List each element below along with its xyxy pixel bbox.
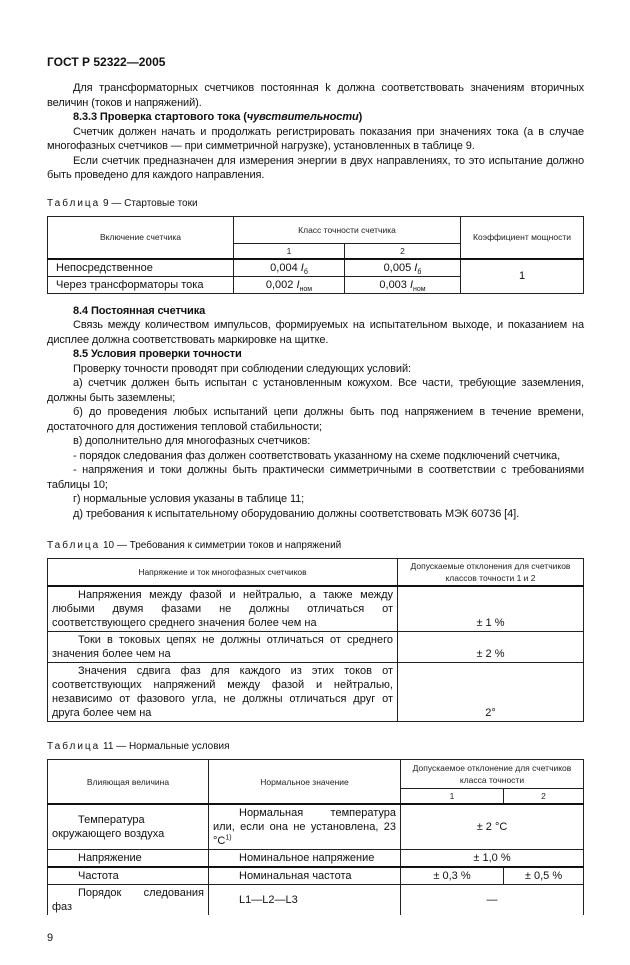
table-cell: Номинальное напряжение (209, 850, 401, 868)
header-cell: 1 (234, 243, 345, 259)
table-cell: ± 2 °C (401, 804, 584, 850)
table-cell: Температура окружающего воздуха (48, 804, 209, 850)
list-item: - напряжения и токи должны быть практически симметричными в соответствии с требованиями таблицы 10; (47, 464, 584, 491)
table-10 (47, 558, 584, 722)
section-heading: 8.5 Условия проверки точности (73, 348, 242, 360)
table-cell: Номинальная частота (209, 867, 401, 885)
list-item: а) счетчик должен быть испытан с установленным кожухом. Все части, требующие заземления, должны быть заземлены; (47, 377, 584, 404)
section-heading: 8.4 Постоянная счетчика (73, 304, 206, 317)
table-cell: Непосредственное (48, 259, 234, 277)
header-cell: 2 (504, 789, 584, 805)
table-cell: Значения сдвига фаз для каждого из этих токов от соответствующих напряжений между фазой и нейтралью, независимо от фазового угла, не должны отличаться друг от друга более чем на (48, 663, 398, 722)
table-11 (47, 759, 584, 915)
paragraph: Связь между количеством импульсов, формируемых на испытательном выходе, и показанием на дисплее должна соответствовать маркировке на щитке. (47, 319, 584, 346)
heading-italic: чувствительности (246, 111, 359, 123)
table-cell: 0,002 $I_{ном}$ (234, 276, 345, 293)
intro-paragraph: Для трансформаторных счетчиков постоянная k должна соответствовать значениям вторичных величин (токов и напряжений). (47, 82, 584, 109)
header-cell: Нормальное значение (209, 760, 401, 805)
table-10-caption (47, 539, 584, 552)
table-cell: 2° (398, 663, 584, 722)
table-cell: 0,005 $I_б$ (345, 259, 461, 277)
list-item: - порядок следования фаз должен соответствовать указанному на схеме подключений счетчика, (73, 449, 561, 462)
table-cell: ± 1,0 % (401, 850, 584, 868)
table-cell: — (401, 885, 584, 916)
paragraph: Счетчик должен начать и продолжать регистрировать показания при значениях тока (а в случае многофазных счетчиков — при симметричной нагрузке), установленных в таблице 9. (47, 125, 584, 152)
table-cell: ± 0,5 % (504, 867, 584, 885)
table-cell: L1—L2—L3 (209, 885, 401, 916)
table-cell: Частота (48, 867, 209, 885)
paragraph: Если счетчик предназначен для измерения энергии в двух направлениях, то это испытание должно быть проведено для каждого направления. (47, 154, 584, 181)
list-item: г) нормальные условия указаны в таблице 11; (73, 493, 305, 505)
header-cell: 2 (345, 243, 461, 259)
table-cell: Порядок следования фаз (48, 885, 209, 916)
sections-8-4-8-5 (47, 304, 584, 522)
table-11-caption (47, 740, 584, 753)
table-cell: Напряжение (48, 850, 209, 868)
table-cell: ± 2 % (398, 632, 584, 663)
caption-word: Таблица (47, 540, 101, 551)
header-cell: Допускаемые отклонения для счетчиков классов точности 1 и 2 (398, 559, 584, 587)
caption-text: 10 — Требования к симметрии токов и напряжений (103, 540, 342, 551)
heading-text: 8.3.3 Проверка стартового тока ( (73, 111, 247, 123)
table-cell: Напряжения между фазой и нейтралью, а также между любыми двумя фазами не должны отличаться от соответствующего среднего значения более чем на (48, 586, 398, 632)
header-cell: 1 (401, 789, 504, 805)
list-item: Проверку точности проводят при соблюдении следующих условий: (73, 362, 411, 375)
heading-end: ) (358, 111, 363, 123)
table-cell: 0,004 $I_б$ (234, 259, 345, 277)
table-cell: ± 1 % (398, 586, 584, 632)
page-number: 9 (47, 932, 54, 944)
caption-word: Таблица (47, 197, 101, 209)
header-cell: Допускаемое отклонение для счетчиков класса точности (401, 760, 584, 789)
header-cell: Коэффициент мощности (461, 216, 584, 259)
table-cell: Токи в токовых цепях не должны отличаться от среднего значения более чем на (48, 632, 398, 663)
section-heading (47, 110, 584, 125)
table-9-caption (47, 197, 584, 210)
list-item: д) требования к испытательному оборудованию должны соответствовать МЭК 60736 [4]. (73, 507, 520, 520)
header-cell: Влияющая величина (48, 760, 209, 805)
table-9 (47, 216, 584, 294)
caption-word: Таблица (47, 741, 101, 752)
table-cell: 0,003 $I_{ном}$ (345, 276, 461, 293)
table-cell: Нормальная температура или, если она не установлена, 23 $^\circ C^{1)}$ (209, 804, 401, 850)
document-header: ГОСТ Р 52322—2005 (47, 55, 166, 69)
header-cell: Напряжение и ток многофазных счетчиков (48, 559, 398, 587)
caption-text: 11 — Нормальные условия (103, 741, 230, 752)
list-item: в) дополнительно для многофазных счетчиков: (73, 435, 311, 447)
header-cell: Включение счетчика (48, 216, 234, 259)
list-item: б) до проведения любых испытаний цепи должны быть под напряжением в течение времени, достаточного для достижения тепловой стабильности; (47, 406, 584, 433)
section-8-3-3 (47, 81, 584, 183)
table-cell: Через трансформаторы тока (48, 276, 234, 293)
table-cell: ± 0,3 % (401, 867, 504, 885)
table-cell: 1 (461, 259, 584, 294)
header-cell: Класс точности счетчика (234, 216, 461, 243)
caption-text: 9 — Стартовые токи (103, 197, 198, 209)
